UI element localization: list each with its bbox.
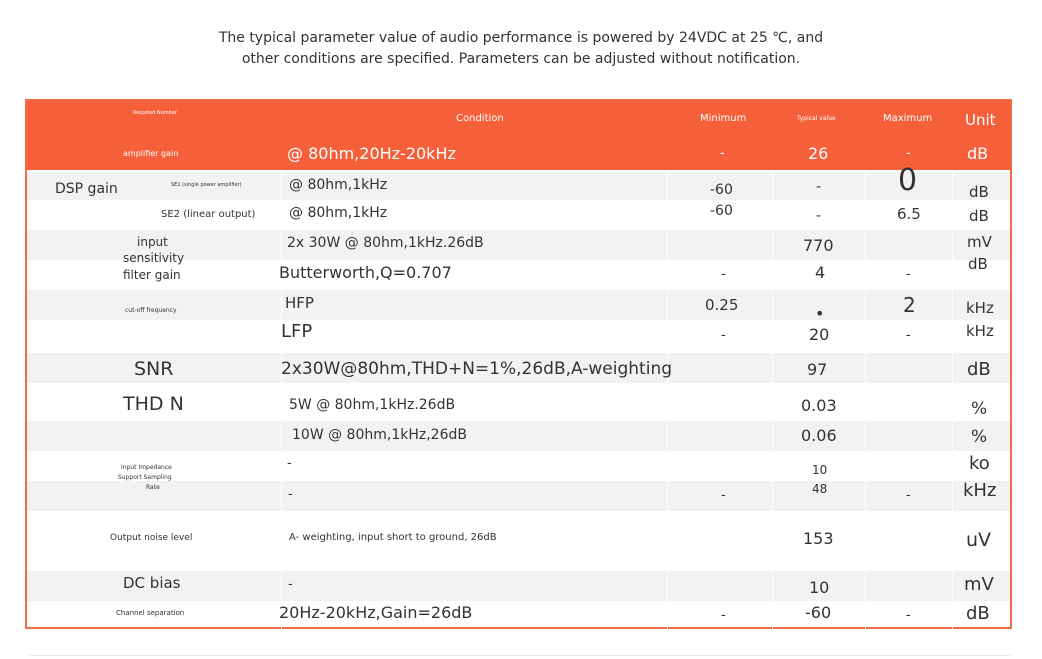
impedance-typ: 10 [812, 463, 828, 477]
hfp-unit: kHz [966, 299, 994, 317]
snr-name: SNR [134, 358, 174, 380]
filter-gain-min: - [721, 267, 726, 282]
cutoff-name: cut-off frequency [125, 307, 177, 314]
col-divider-5 [952, 172, 953, 629]
hfp-typ: • [815, 304, 825, 323]
impedance-cond: - [287, 456, 292, 471]
header-max: Maximum [883, 113, 933, 124]
thd-unit-2: % [971, 427, 988, 447]
channel-typ: -60 [805, 603, 832, 622]
col-divider-2 [667, 172, 668, 629]
noise-name: Output noise level [110, 533, 193, 543]
sampling-unit: kHz [963, 480, 997, 501]
sampling-name-1: Support Sampling [118, 474, 172, 481]
se2-max: 6.5 [897, 205, 921, 223]
lfp-min: - [721, 328, 726, 343]
bottom-divider [30, 655, 1010, 656]
filter-gain-cond: Butterworth,Q=0.707 [279, 263, 452, 282]
filter-gain-typ: 4 [815, 263, 826, 282]
se1-unit: dB [969, 183, 989, 201]
band-hfp [27, 290, 1010, 320]
se2-min: -60 [710, 203, 733, 219]
channel-max: - [906, 608, 911, 623]
lfp-typ: 20 [809, 325, 830, 344]
thd-cond-2: 10W @ 80hm,1kHz,26dB [292, 427, 467, 443]
input-sens-cond: 2x 30W @ 80hm,1kHz.26dB [287, 235, 484, 251]
sampling-name-2: Rate [146, 484, 160, 491]
filter-gain-name: filter gain [123, 268, 181, 282]
hfp-min: 0.25 [705, 296, 739, 314]
header-condition: Condition [456, 113, 504, 124]
thd-cond-1: 5W @ 80hm,1kHz.26dB [289, 397, 456, 413]
snr-unit: dB [967, 359, 991, 380]
amp-gain-min: - [720, 146, 725, 161]
thd-unit-1: % [971, 399, 988, 419]
thd-name: THD N [123, 393, 184, 415]
hfp-max: 2 [903, 293, 916, 317]
lfp-cond: LFP [281, 321, 313, 342]
intro-text [0, 28, 1042, 70]
input-sens-name-2: sensitivity [123, 251, 185, 265]
header-unit: Unit [965, 111, 996, 129]
sampling-typ: 48 [812, 482, 828, 496]
dc-bias-typ: 10 [809, 578, 830, 597]
noise-typ: 153 [803, 529, 834, 548]
se1-name: SE1 (single power amplifier) [171, 182, 242, 188]
lfp-unit: kHz [966, 322, 994, 340]
amp-gain-unit: dB [967, 144, 989, 163]
dc-bias-unit: mV [964, 574, 994, 595]
snr-cond: 2x30W@80hm,THD+N=1%,26dB,A-weighting [281, 359, 673, 379]
impedance-name: Input Impedance [121, 464, 172, 471]
lfp-max: - [906, 328, 911, 343]
noise-cond: A- weighting, input short to ground, 26dB [289, 532, 497, 543]
input-sens-name-1: input [137, 235, 168, 249]
se1-max: 0 [898, 163, 918, 198]
input-sens-unit: mV [967, 233, 992, 251]
amp-gain-cond: @ 80hm,20Hz-20kHz [287, 144, 456, 163]
sampling-max: - [906, 488, 911, 503]
snr-typ: 97 [807, 360, 828, 379]
channel-min: - [721, 608, 726, 623]
filter-gain-max: - [906, 267, 911, 282]
dc-bias-name: DC bias [123, 574, 181, 592]
impedance-unit: ko [969, 453, 990, 474]
noise-unit: uV [966, 529, 992, 551]
col-divider-3 [772, 172, 773, 629]
dsp-gain-name: DSP gain [55, 181, 118, 197]
se2-unit: dB [969, 207, 989, 225]
thd-typ-1: 0.03 [801, 396, 837, 415]
amp-gain-name: amplifier gain [123, 149, 179, 158]
channel-name: Channel separation [116, 609, 185, 617]
table-row-amplifier-gain [27, 137, 1010, 170]
filter-gain-unit: dB [968, 255, 988, 273]
intro-line-2: other conditions are specified. Parameters can be adjusted without notification. [241, 51, 801, 67]
band-thd-2 [27, 421, 1010, 451]
input-sens-typ: 770 [803, 236, 834, 255]
spec-table [25, 99, 1012, 629]
header-min: Minimum [700, 113, 747, 124]
table-header-row [27, 101, 1010, 137]
header-name: Required Number [133, 110, 177, 116]
se1-cond: @ 80hm,1kHz [289, 177, 388, 193]
se2-name: SE2 (linear output) [161, 209, 256, 220]
se2-typ: - [816, 208, 822, 224]
dc-bias-cond: - [288, 577, 293, 592]
band-sampling [27, 481, 1010, 511]
col-divider-1 [281, 172, 282, 629]
col-divider-4 [865, 172, 866, 629]
se1-min: -60 [710, 182, 733, 198]
sampling-cond: - [288, 487, 293, 502]
amp-gain-typ: 26 [808, 144, 829, 163]
thd-typ-2: 0.06 [801, 426, 837, 445]
se1-typ: - [816, 179, 822, 195]
channel-unit: dB [966, 603, 990, 624]
channel-cond: 20Hz-20kHz,Gain=26dB [279, 603, 473, 622]
amp-gain-max: - [906, 146, 911, 161]
header-typ: Typical value [797, 115, 836, 122]
sampling-min: - [721, 488, 726, 503]
se2-cond: @ 80hm,1kHz [289, 205, 388, 221]
hfp-cond: HFP [285, 294, 314, 312]
intro-line-1: The typical parameter value of audio performance is powered by 24VDC at 25 ℃, and [218, 30, 824, 46]
